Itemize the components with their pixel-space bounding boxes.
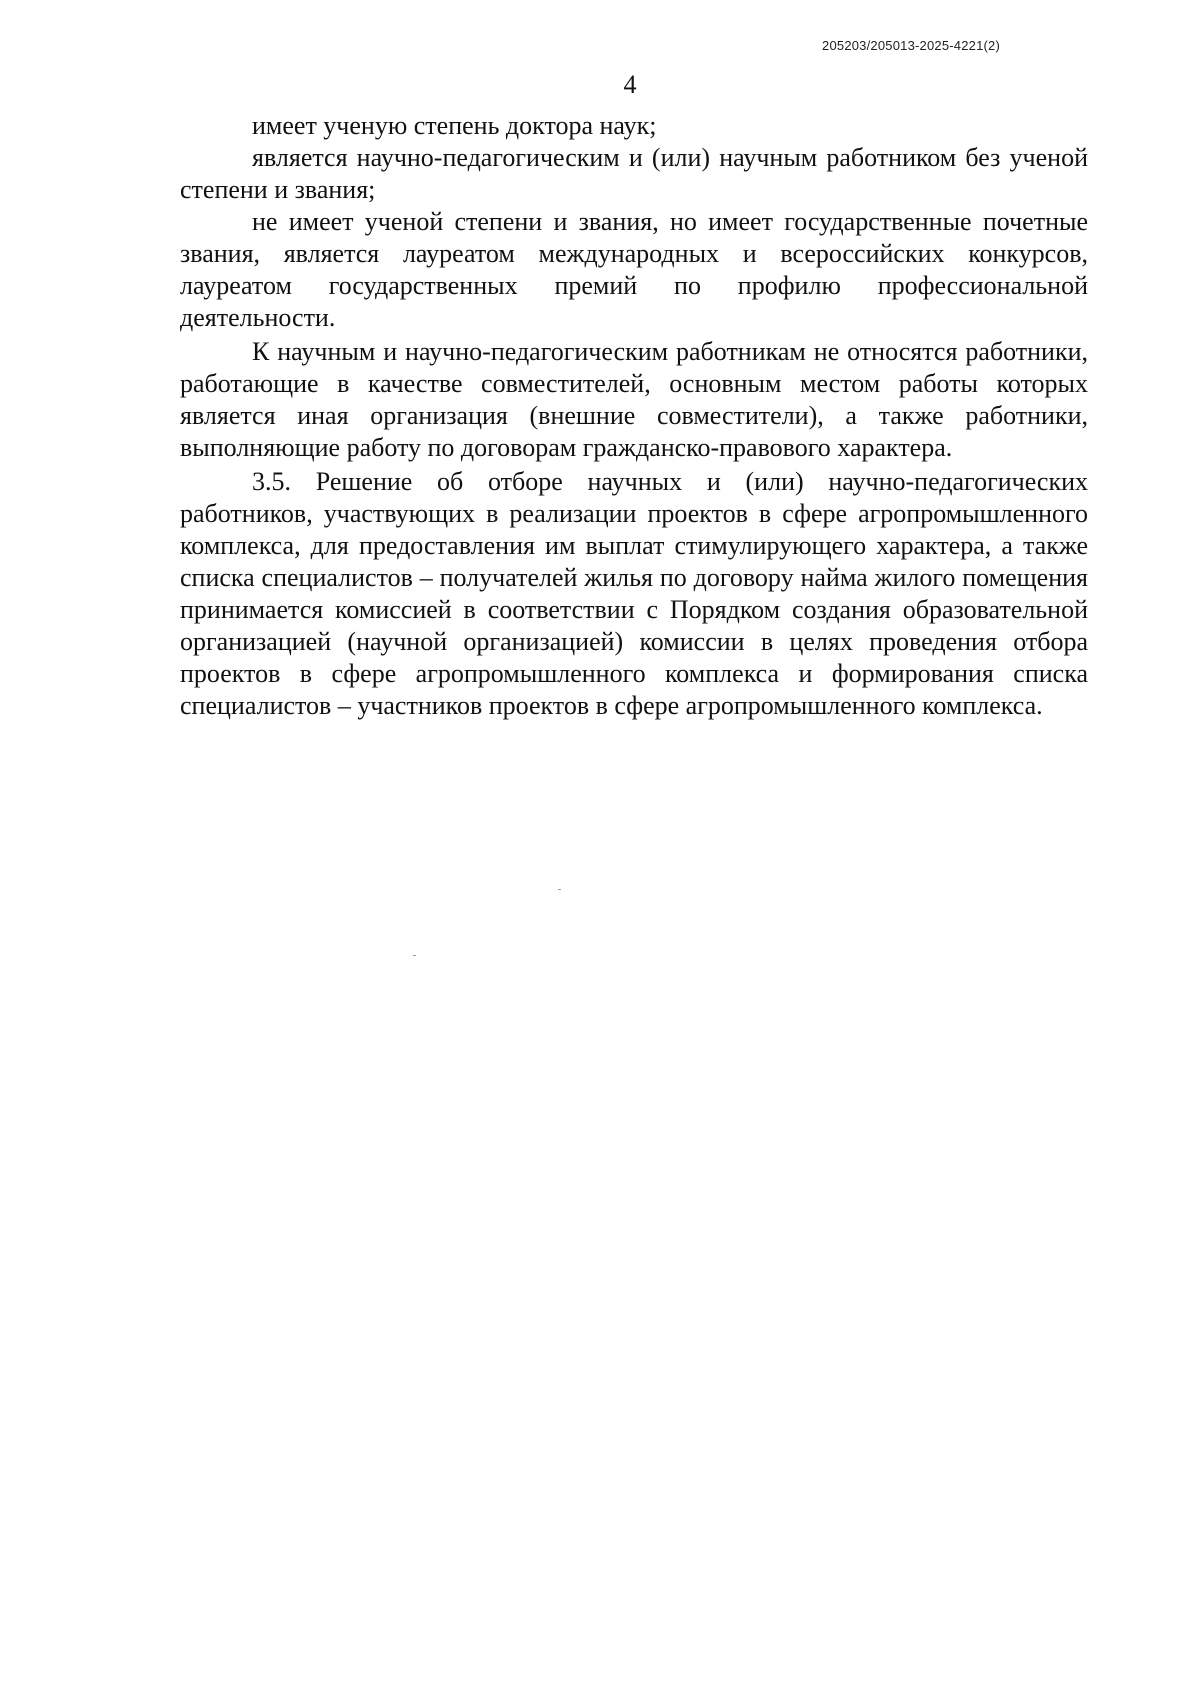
paragraph-section-3-5: 3.5. Решение об отборе научных и (или) научно-педагогических работников, участвующих в реализации проектов в сфере агропромышленного комплекса, для предоставления им выплат стимулирующего характера, а также списка специалистов – получателей жилья по договору найма жилого помещения принимается комиссией в соответствии с Порядком создания образовательной организацией (научной организацией) комиссии в целях проведения отбора проектов в сфере агропромышленного комплекса и формирования списка специалистов – участников проектов в сфере агропромышленного комплекса.	[180, 467, 1088, 720]
scan-artifact	[413, 955, 416, 956]
paragraph-no-degree-worker: является научно-педагогическим и (или) научным работником без ученой степени и звания;	[180, 143, 1088, 204]
paragraph-doctor-degree: имеет ученую степень доктора наук;	[252, 111, 657, 140]
scan-artifact	[558, 889, 561, 890]
document-body	[180, 110, 1088, 722]
document-id: 205203/205013-2025-4221(2)	[822, 38, 1000, 53]
paragraph-exclusions: К научным и научно-педагогическим работникам не относятся работники, работающие в качестве совместителей, основным местом работы которых является иная организация (внешние совместители), а также работники, выполняющие работу по договорам гражданско-правового характера.	[180, 337, 1088, 462]
paragraph-honorary-titles: не имеет ученой степени и звания, но имеет государственные почетные звания, является лауреатом международных и всероссийских конкурсов, лауреатом государственных премий по профилю профессиональной деятельности.	[180, 207, 1088, 332]
page-number: 4	[623, 70, 637, 99]
